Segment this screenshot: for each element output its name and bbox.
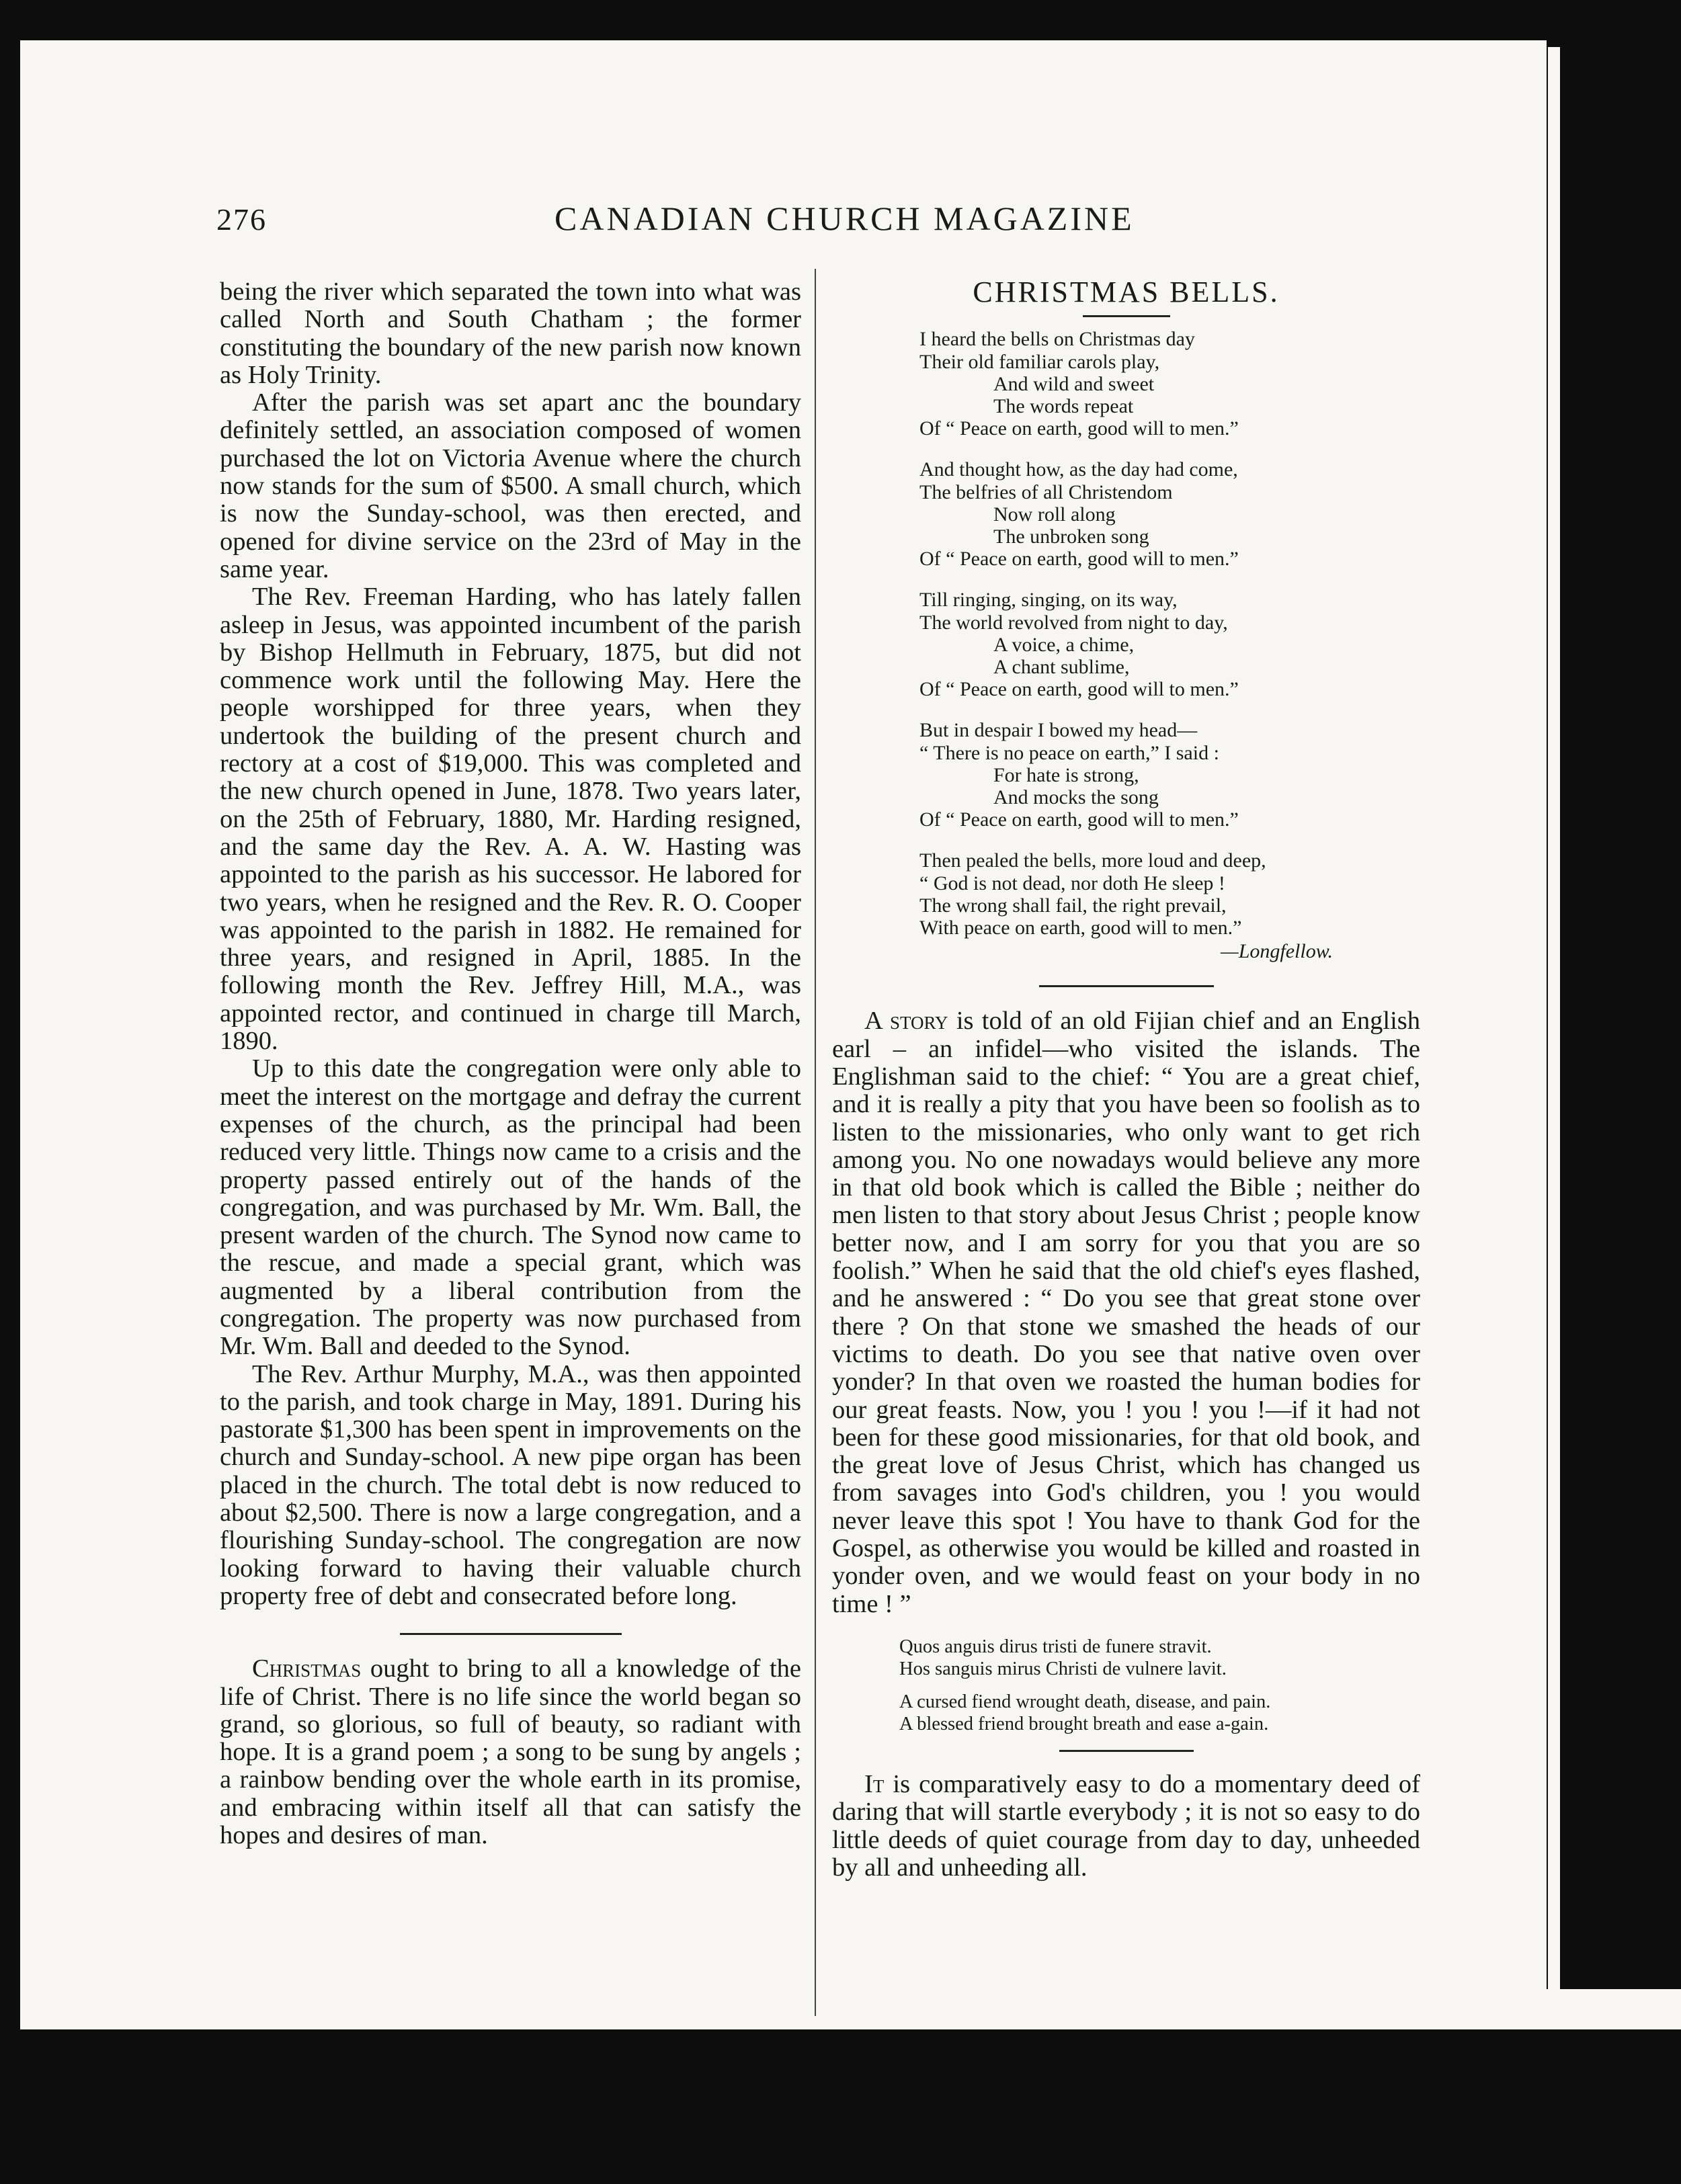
poem-line: Of “ Peace on earth, good will to men.”	[919, 417, 1239, 440]
paragraph-christmas	[220, 1655, 801, 1849]
poem-line: Of “ Peace on earth, good will to men.”	[919, 678, 1239, 701]
courage-body: is comparatively easy to do a momentary deed of daring that will startle everybody ; it is not so easy to do little deeds of quiet courage from day to day, unheeded by all and unheeding all.	[832, 1769, 1421, 1882]
poem-author: —Longfellow.	[1221, 940, 1333, 963]
latin-verse	[899, 1636, 1420, 1735]
poem-christmas-bells	[919, 328, 1420, 962]
poem-line: The words repeat	[993, 394, 1134, 417]
paragraph-continued: being the river which separated the town into what was called North and South Chatham ; the former constituting the boundary of the new parish now known as Holy Trinity.	[220, 278, 801, 389]
poem-line: Till ringing, singing, on its way,	[919, 589, 1178, 612]
verse-pair	[899, 1691, 1420, 1735]
verse-line: A cursed fiend wrought death, disease, and pain.	[899, 1691, 1271, 1712]
poem-line: Then pealed the bells, more loud and deep,	[919, 849, 1266, 872]
verse-line: A blessed friend brought breath and ease a-gain.	[899, 1713, 1269, 1734]
poem-line: And wild and sweet	[993, 372, 1155, 395]
verse-line: Quos anguis dirus tristi de funere stravit.	[899, 1636, 1212, 1657]
poem-line: Of “ Peace on earth, good will to men.”	[919, 548, 1239, 571]
paragraph-parish-lot: After the parish was set apart anc the boundary definitely settled, an association composed of women purchased the lot on Victoria Avenue where the church now stands for the sum of $500. A small church, which is now the Sunday-school, was then erected, and opened for divine service on the 23rd of May in the same year.	[220, 388, 801, 583]
poem-line: A voice, a chime,	[993, 633, 1135, 656]
poem-line: The belfries of all Christendom	[919, 480, 1173, 503]
title-rule	[1083, 315, 1170, 317]
paragraph-synod: Up to this date the congregation were only able to meet the interest on the mortgage and defray the current expenses of the church, as the principal had been reduced very little. Things now came to a crisis and the property passed entirely out of the hands of the congregation, and was purchased by Mr. Wm. Ball, the present warden of the church. The Synod now came to the rescue, and made a special grant, which was augmented by a liberal contribution from the congregation. The property was now purchased from Mr. Wm. Ball and deeded to the Synod.	[220, 1054, 801, 1361]
poem-line: “ There is no peace on earth,” I said :	[919, 741, 1219, 764]
verse-pair	[899, 1636, 1420, 1680]
section-rule	[1039, 985, 1214, 987]
poem-line: The wrong shall fail, the right prevail,	[919, 894, 1227, 917]
poem-stanza	[919, 719, 1420, 831]
scan-border-bottom	[20, 2029, 1681, 2184]
scan-border-right-gap	[1548, 47, 1560, 1989]
scan-border-bottom-gap	[20, 1989, 1566, 2029]
poem-stanza	[919, 589, 1420, 700]
poem-line: Of “ Peace on earth, good will to men.”	[919, 808, 1239, 831]
poem-stanza	[919, 849, 1420, 939]
poem-line: Their old familiar carols play,	[919, 350, 1160, 373]
courage-lead: It	[864, 1769, 885, 1798]
scan-border-right	[1547, 0, 1681, 1989]
poem-line: Now roll along	[993, 503, 1116, 526]
scan-border-gap	[0, 40, 1566, 48]
left-column	[220, 278, 801, 1849]
paragraph-rectors: The Rev. Freeman Harding, who has lately fallen asleep in Jesus, was appointed incumbent of the parish by Bishop Hellmuth in February, 1875, but did not commence work until the following May. Here the people worshipped for three years, when they undertook the building of the present church and rectory at a cost of $19,000. This was completed and the new church opened in June, 1878. Two years later, on the 25th of February, 1880, Mr. Harding resigned, and the same day the Rev. A. A. W. Hasting was appointed to the parish as his successor. He labored for two years, when he resigned and the Rev. R. O. Cooper was appointed to the parish in 1882. He remained for three years, and resigned in April, 1885. In the following month the Rev. Jeffrey Hill, M.A., was appointed rector, and continued in charge till March, 1890.	[220, 583, 801, 1056]
column-divider	[815, 269, 816, 2016]
christmas-lead: Christmas	[252, 1654, 362, 1683]
poem-line: But in despair I bowed my head—	[919, 719, 1198, 742]
poem-line: And mocks the song	[993, 786, 1159, 808]
story-body: is told of an old Fijian chief and an English earl – an infidel—who visited the islands. The Englishman said to the chief: “ You are a great chief, and it is really a pity that you have been so foolish as to listen to the missionaries, who only want to get rich among you. No one nowadays would believe any more in that old book which is called the Bible ; neither do men listen to that story about Jesus Christ ; people know better now, and I am sorry for you that you are so foolish.” When he said that the old chief's eyes flashed, and he answered : “ Do you see that great stone over there ? On that stone we smashed the heads of our victims to death. Do you see that native oven over yonder? In that oven we roasted the human bodies for our great feasts. Now, you ! you ! you !—if it had not been for these good missionaries, for that old book, and the great love of Jesus Christ, which has changed us from savages into God's children, you ! you would never leave this spot ! You have to thank God for the Gospel, as otherwise you would be killed and roasted in yonder oven, and we would feast on your body in no time ! ”	[832, 1007, 1421, 1618]
story-lead: A story	[864, 1007, 948, 1036]
poem-line: I heard the bells on Christmas day	[919, 328, 1195, 351]
section-rule	[400, 1633, 622, 1635]
page-number: 276	[216, 202, 267, 237]
poem-title: CHRISTMAS BELLS.	[973, 276, 1280, 308]
verse-line: Hos sanguis mirus Christi de vulnere lavit.	[899, 1658, 1227, 1679]
poem-stanza	[919, 328, 1420, 439]
poem-line: With peace on earth, good will to men.”	[919, 916, 1242, 939]
poem-line: And thought how, as the day had come,	[919, 458, 1238, 481]
scan-border-left	[0, 40, 20, 2184]
right-column	[832, 278, 1420, 1882]
poem-line: The unbroken song	[993, 525, 1149, 548]
poem-stanza	[919, 458, 1420, 570]
paragraph-fijian-chief	[832, 1007, 1420, 1618]
poem-line: For hate is strong,	[993, 763, 1139, 786]
running-head: CANADIAN CHURCH MAGAZINE	[555, 200, 1135, 237]
christmas-body: ought to bring to all a knowledge of the life of Christ. There is no life since the world began so grand, so glorious, so full of beauty, so radiant with hope. It is a grand poem ; a song to be sung by angels ; a rainbow bending over the whole earth in its promise, and embracing within itself all that can satisfy the hopes and desires of man.	[220, 1654, 801, 1850]
poem-line: A chant sublime,	[993, 655, 1130, 678]
paragraph-murphy: The Rev. Arthur Murphy, M.A., was then appointed to the parish, and took charge in May, 1891. During his pastorate $1,300 has been spent in improvements on the church and Sunday-school. A new pipe organ has been placed in the church. The total debt is now reduced to about $2,500. There is now a large congregation, and a flourishing Sunday-school. The congregation are now looking forward to having their valuable church property free of debt and consecrated before long.	[220, 1359, 801, 1610]
paragraph-courage	[832, 1771, 1420, 1882]
section-rule	[1059, 1750, 1194, 1752]
poem-line: The world revolved from night to day,	[919, 611, 1228, 634]
poem-line: “ God is not dead, nor doth He sleep !	[919, 872, 1225, 894]
